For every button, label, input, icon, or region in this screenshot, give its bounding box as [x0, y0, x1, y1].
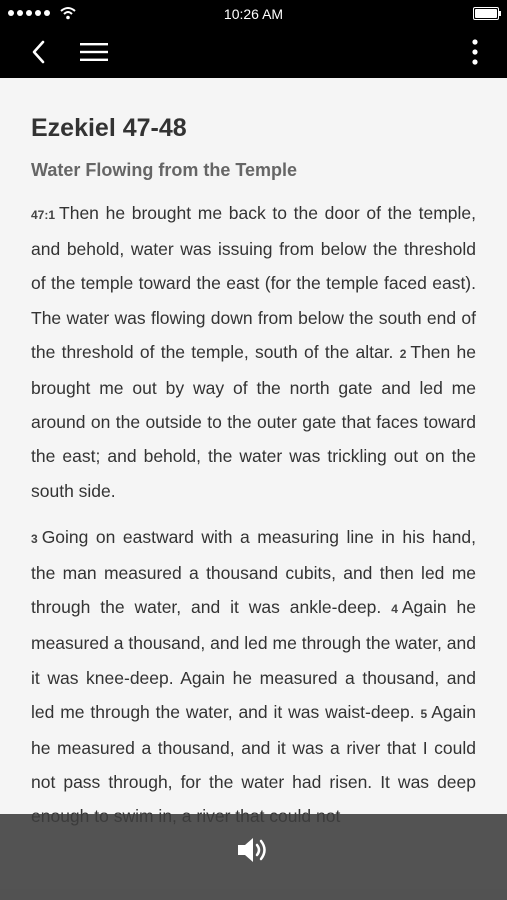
verse-text[interactable]: Going on eastward with a measuring line in his hand, the man measured a thousand cubits, and then led me through the water, and it was ankle-deep. [31, 526, 476, 618]
battery-icon [473, 7, 499, 20]
more-options-button[interactable] [465, 26, 485, 78]
verse-text[interactable]: Then he brought me out by way of the north gate and led me around on the outside to the outer gate that faces toward the east; and behold, the water was trickling out on the south side. [31, 341, 476, 501]
play-audio-button[interactable] [233, 830, 273, 870]
status-bar [0, 0, 507, 26]
audio-player-bar [0, 814, 507, 900]
vertical-dots-icon [472, 39, 478, 65]
hamburger-menu-icon [80, 42, 108, 62]
speaker-icon [236, 835, 270, 865]
reading-pane[interactable] [0, 78, 507, 900]
verse-number[interactable]: 4 [391, 602, 398, 617]
verse-text[interactable]: Then he brought me back to the door of the temple, and behold, water was issuing from below the threshold of the temple toward the east (for the temple faced east). The water was flowing down from below the south end of the threshold of the temple, south of the altar. [31, 203, 476, 362]
chapter-title: Ezekiel 47-48 [31, 114, 187, 142]
verse-text[interactable]: Again he measured a thousand, and it was a river that I could not pass through, for the water had risen. It was deep [31, 701, 476, 793]
section-heading: Water Flowing from the Temple [31, 160, 298, 180]
top-navbar [0, 26, 507, 78]
verse-number[interactable]: 47:1 [31, 208, 56, 222]
verse-number[interactable]: 5 [420, 706, 428, 721]
scripture-text [31, 196, 476, 846]
status-time: 10:26 AM [223, 6, 284, 22]
verse-number[interactable]: 2 [399, 346, 407, 361]
scripture-paragraph [31, 520, 476, 834]
chevron-left-icon [31, 40, 45, 64]
verse-number[interactable]: 3 [31, 531, 38, 546]
menu-button[interactable] [74, 26, 114, 78]
back-button[interactable] [20, 26, 56, 78]
verse-text[interactable]: Again he measured a thousand, and led me through the water, and it was knee-deep. Again he measured a thousand, and led me through the water, and it was waist-deep. [31, 597, 476, 722]
scripture-paragraph [31, 196, 476, 508]
